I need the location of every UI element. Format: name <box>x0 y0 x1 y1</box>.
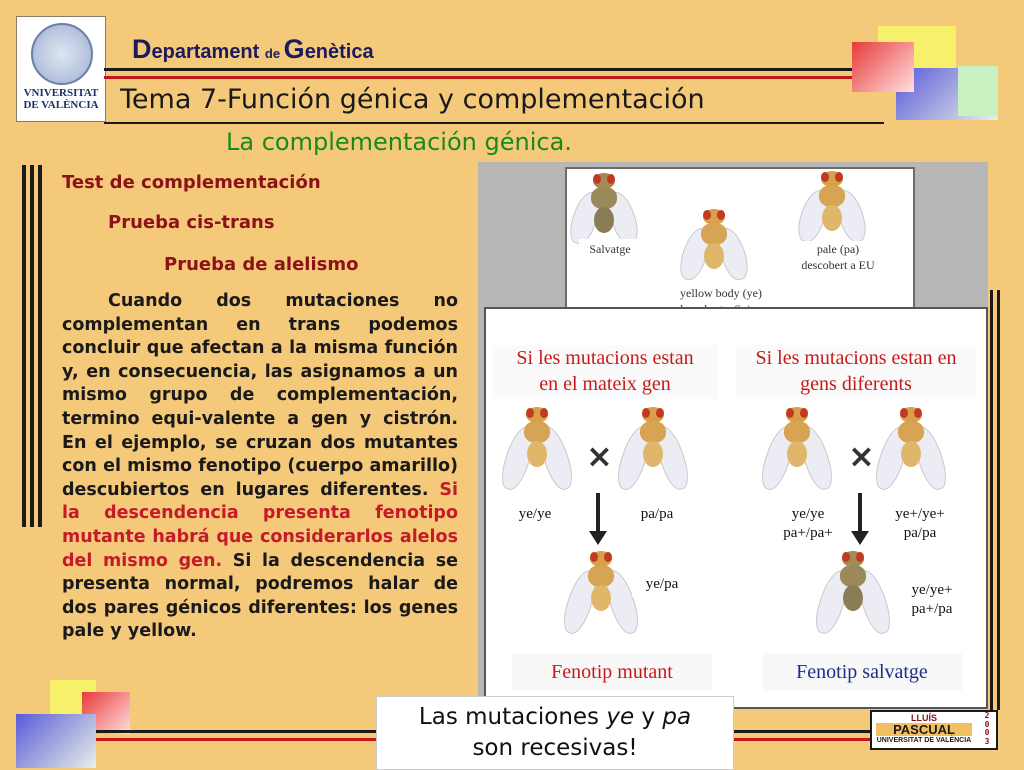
arrow-left-head <box>589 531 607 545</box>
heading-cis-trans: Prueba cis-trans <box>108 212 275 233</box>
genotype-ye-ye-pa-plus: ye/ye pa+/pa+ <box>766 505 850 545</box>
phenotype-mutant-label: Fenotip mutant <box>512 653 712 691</box>
yellow-label: yellow body (ye) <box>633 285 809 319</box>
genotype-ye-ye: ye/ye <box>500 505 570 545</box>
footer-divider-red-right <box>732 738 870 741</box>
credit-year: 2 0 0 3 <box>984 711 990 746</box>
header-divider-black <box>104 68 864 71</box>
parent-fly-wildye-pa <box>876 407 946 499</box>
right-vertical-bar-2 <box>997 290 1000 710</box>
mutant-origin-figure <box>565 167 915 327</box>
decor-square-blue-bottom <box>16 714 96 768</box>
child-fly-wild <box>816 551 890 645</box>
footer-divider-red-left <box>96 738 376 741</box>
parent-fly-ye-wildpa <box>762 407 832 499</box>
title-underline <box>104 122 884 124</box>
child-fly-mutant <box>564 551 638 645</box>
body-paragraph: Cuando dos mutaciones no complementan en trans podemos concluir que afectan a la misma función y, en consecuencia, las asignamos a un mismo grupo de complementación, termino equi-valente a gen y cistrón. En el ejemplo, se cruzan dos mutantes con el mismo fenotipo (cuerpo amarillo) descubiertos en lugares diferentes. Si la descendencia presenta fenotipo mutante habrá que considerarlos alelos del mismo gen. Si la descendencia se presenta normal, podremos halar de dos pares génicos diferentes: los genes pale y yellow. <box>62 291 458 642</box>
arrow-right-shaft <box>858 493 862 533</box>
heading-alelismo: Prueba de alelismo <box>164 254 359 275</box>
complementation-cross-figure <box>484 307 988 709</box>
university-seal-icon <box>31 23 93 85</box>
recessive-note-box: Las mutaciones ye y pa son recesivas! <box>376 696 734 770</box>
genotype-pa-pa: pa/pa <box>622 505 692 545</box>
same-gene-heading: Si les mutacions estan en el mateix gen <box>492 345 718 399</box>
department-title: Departament de Genètica <box>132 34 374 64</box>
decor-square-green <box>958 66 998 116</box>
wild-fly-image <box>569 173 639 243</box>
page-subtitle: La complementación génica. <box>226 128 572 156</box>
genotype-ye-plus-pa-pa: ye+/ye+ pa/pa <box>878 505 962 545</box>
genotype-child-double-het: ye/ye+ pa+/pa <box>896 581 968 621</box>
left-vertical-bar-1 <box>22 165 26 527</box>
left-vertical-bar-3 <box>38 165 42 527</box>
pale-label: pale (pa) descobert a EU <box>771 241 905 275</box>
phenotype-wild-label: Fenotip salvatge <box>762 653 962 691</box>
genotype-ye-pa: ye/pa <box>632 575 692 597</box>
university-logo <box>16 16 106 122</box>
page-title: Tema 7-Función génica y complementación <box>120 84 705 115</box>
wild-label: Salvatge <box>579 239 641 259</box>
body-red-text: Si la descendencia presenta fenotipo mutante habrá que considerarlos alelos del mismo gen. <box>62 479 458 571</box>
cross-symbol-right: × <box>848 437 875 475</box>
cross-symbol-left: × <box>586 437 613 475</box>
header-divider-red <box>104 76 864 79</box>
footer-divider-black-right <box>732 730 870 733</box>
pale-fly-image <box>797 171 867 237</box>
footer-divider-black-left <box>96 730 376 733</box>
different-genes-heading: Si les mutacions estan en gens diferents <box>736 345 976 399</box>
parent-fly-ye <box>502 407 572 499</box>
right-vertical-bar-1 <box>990 290 993 710</box>
logo-text-line1: VNIVERSITAT <box>23 87 99 99</box>
arrow-left-shaft <box>596 493 600 533</box>
yellow-fly-image <box>679 209 749 279</box>
author-credit-badge: LLUÍS PASCUAL UNIVERSITAT DE VALÈNCIA 2 0 0 3 <box>870 710 998 750</box>
logo-text-line2: DE VALÈNCIA <box>23 99 99 111</box>
left-vertical-bar-2 <box>30 165 34 527</box>
arrow-right-head <box>851 531 869 545</box>
parent-fly-pa <box>618 407 688 499</box>
heading-test: Test de complementación <box>62 172 321 193</box>
decor-square-red <box>852 42 914 92</box>
